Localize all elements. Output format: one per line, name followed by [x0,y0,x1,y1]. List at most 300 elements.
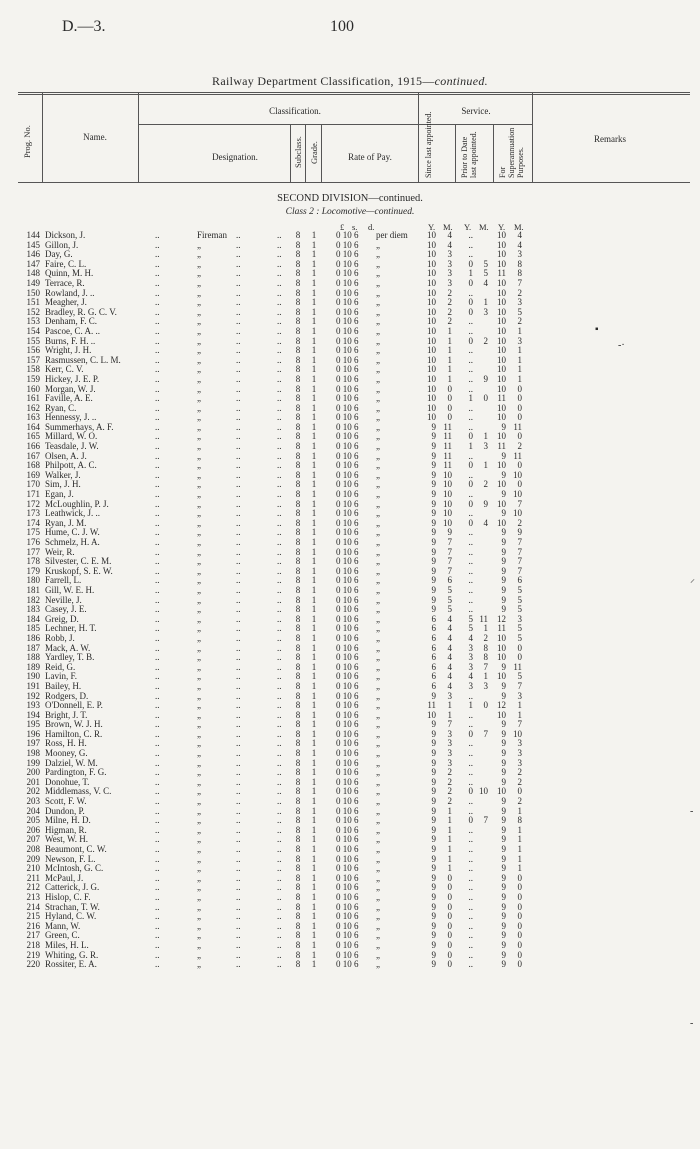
prior-years-cell: .. [468,748,473,759]
super-months-cell: 1 [517,805,522,816]
prog-no-cell: 191 [26,680,40,691]
leader-dots: .. [236,680,241,691]
super-years-cell: 9 [501,728,506,739]
leader-dots: .. [236,373,241,384]
subclass-cell: 8 [295,508,301,519]
rate-period-cell: „ [376,268,380,279]
rate-period-cell: „ [376,815,380,826]
leader-dots: .. [236,748,241,759]
super-months-cell: 7 [517,277,522,288]
subclass-cell: 8 [295,776,301,787]
super-months-cell: 5 [517,604,522,615]
rate-period-cell: per diem [376,230,408,240]
since-months-cell: 7 [447,546,452,557]
col-remarks: Remarks [594,134,626,144]
subclass-cell: 8 [295,297,301,308]
super-years-cell: 9 [501,690,506,701]
rule-v4 [305,124,306,182]
grade-cell: 1 [311,786,317,797]
leader-dots: .. [155,335,160,346]
prior-years-cell: .. [468,939,473,950]
designation-cell: Fireman [197,230,227,240]
leader-dots: .. [236,431,241,442]
designation-cell: „ [197,537,201,547]
subclass-cell: 8 [295,402,301,413]
super-months-cell: 5 [517,623,522,634]
super-years-cell: 10 [497,335,506,346]
since-years-cell: 9 [431,959,436,970]
name-cell: Silvester, C. E. M. [45,556,112,567]
super-years-cell: 9 [501,661,506,672]
designation-cell: „ [197,469,201,480]
super-months-cell: 7 [517,719,522,730]
grade-cell: 1 [311,297,317,308]
super-years-cell: 9 [501,604,506,615]
name-cell: Leathwick, J. .. [45,508,100,519]
super-months-cell: 0 [517,901,522,912]
grade-cell: 1 [311,844,317,854]
super-months-cell: 0 [517,786,522,797]
since-months-cell: 2 [447,297,452,308]
super-years-cell: 9 [501,844,506,854]
prog-no-cell: 199 [26,757,40,768]
subclass-cell: 8 [295,594,301,605]
super-years-cell: 9 [501,575,506,586]
designation-cell: „ [197,527,201,538]
leader-dots: .. [277,604,282,615]
leader-dots: .. [155,786,160,797]
since-years-cell: 6 [431,661,436,672]
super-months-cell: 3 [517,690,522,701]
leader-dots: .. [277,316,282,327]
leader-dots: .. [277,815,282,826]
prog-no-cell: 166 [26,441,40,452]
prog-no-cell: 196 [26,728,40,739]
rate-cell: 0 10 6 [336,671,359,682]
designation-cell: „ [197,498,201,509]
rate-period-cell: „ [376,939,380,950]
name-cell: Morgan, W. J. [45,383,96,394]
prior-years-cell: 0 [468,431,473,442]
name-cell: Robb, J. [45,632,75,643]
grade-cell: 1 [311,891,317,902]
grade-cell: 1 [311,805,317,816]
super-years-cell: 10 [497,517,506,528]
leader-dots: .. [277,796,282,807]
rate-cell: 0 10 6 [336,565,359,576]
since-years-cell: 9 [431,546,436,557]
prior-years-cell: 0 [468,297,473,308]
designation-cell: „ [197,383,201,394]
prior-years-cell: .. [468,345,473,356]
since-months-cell: 0 [447,412,452,423]
prior-years-cell: .. [468,383,473,394]
subclass-cell: 8 [295,450,301,461]
leader-dots: .. [236,824,241,835]
rate-cell: 0 10 6 [336,738,359,749]
super-years-cell: 10 [497,230,506,240]
rule-v9 [532,93,533,182]
rule-v1 [42,93,43,182]
name-cell: McLoughlin, P. J. [45,498,109,509]
table-row [0,960,700,970]
leader-dots: .. [236,412,241,423]
rate-period-cell: „ [376,297,380,308]
leader-dots: .. [236,383,241,394]
super-months-cell: 8 [517,268,522,279]
since-months-cell: 1 [447,325,452,336]
prog-no-cell: 170 [26,479,40,490]
designation-cell: „ [197,834,201,845]
header-bottom-rule [18,182,690,183]
designation-cell: „ [197,939,201,950]
prog-no-cell: 209 [26,853,40,864]
super-years-cell: 10 [497,431,506,442]
leader-dots: .. [155,700,160,711]
leader-dots: .. [155,728,160,739]
leader-dots: .. [236,959,241,970]
super-months-cell: 1 [517,700,522,711]
leader-dots: .. [236,767,241,778]
leader-dots: .. [236,728,241,739]
leader-dots: .. [277,930,282,941]
prog-no-cell: 203 [26,796,40,807]
prog-no-cell: 216 [26,920,40,931]
subclass-cell: 8 [295,489,301,500]
page-title [0,74,700,89]
leader-dots: .. [277,661,282,672]
leader-dots: .. [155,891,160,902]
leader-dots: .. [277,460,282,471]
leader-dots: .. [236,575,241,586]
rate-period-cell: „ [376,920,380,931]
since-months-cell: 2 [447,316,452,327]
rate-period-cell: „ [376,613,380,624]
rate-period-cell: „ [376,882,380,893]
subclass-cell: 8 [295,373,301,384]
page-number: 100 [330,18,354,35]
designation-cell: „ [197,786,201,797]
super-months-cell: 1 [517,354,522,365]
designation-cell: „ [197,325,201,336]
rate-cell: 0 10 6 [336,230,359,240]
leader-dots: .. [236,796,241,807]
leader-dots: .. [277,575,282,586]
super-months-cell: 0 [517,460,522,471]
super-months-cell: 0 [517,949,522,960]
leader-dots: .. [155,690,160,701]
grade-cell: 1 [311,508,317,519]
leader-dots: .. [236,911,241,922]
prior-years-cell: 3 [468,642,473,653]
name-cell: Middlemass, V. C. [45,786,112,797]
rate-cell: 0 10 6 [336,441,359,452]
since-months-cell: 10 [443,498,452,509]
super-months-cell: 1 [517,824,522,835]
prior-years-cell: 1 [468,393,473,404]
leader-dots: .. [155,345,160,356]
rule-v2 [138,93,139,182]
leader-dots: .. [277,939,282,950]
subclass-cell: 8 [295,565,301,576]
since-months-cell: 1 [447,709,452,720]
designation-cell: „ [197,306,201,317]
super-months-cell: 4 [517,239,522,250]
super-months-cell: 7 [517,556,522,567]
leader-dots: .. [155,776,160,787]
name-cell: Olsen, A. J. [45,450,87,461]
col-subclass: Subclass. [293,136,303,168]
super-years-cell: 9 [501,805,506,816]
leader-dots: .. [277,719,282,730]
grade-cell: 1 [311,498,317,509]
designation-cell: „ [197,575,201,586]
leader-dots: .. [236,853,241,864]
since-months-cell: 10 [443,508,452,519]
leader-dots: .. [277,537,282,547]
rate-cell: 0 10 6 [336,901,359,912]
super-months-cell: 11 [513,450,522,461]
leader-dots: .. [277,450,282,461]
name-cell: Lechner, H. T. [45,623,97,634]
since-months-cell: 3 [447,728,452,739]
prior-years-cell: 5 [468,623,473,634]
leader-dots: .. [155,325,160,336]
leader-dots: .. [236,642,241,653]
super-months-cell: 0 [517,882,522,893]
since-years-cell: 9 [431,565,436,576]
leader-dots: .. [277,345,282,356]
leader-dots: .. [236,604,241,615]
leader-dots: .. [155,565,160,576]
name-cell: Walker, J. [45,469,81,480]
designation-cell: „ [197,431,201,442]
since-months-cell: 4 [447,613,452,624]
subclass-cell: 8 [295,632,301,643]
subclass-cell: 8 [295,796,301,807]
rate-cell: 0 10 6 [336,939,359,950]
subclass-cell: 8 [295,604,301,615]
rate-period-cell: „ [376,537,380,547]
grade-cell: 1 [311,671,317,682]
rate-period-cell: „ [376,748,380,759]
designation-cell: „ [197,393,201,404]
since-months-cell: 10 [443,469,452,480]
leader-dots: .. [155,402,160,413]
super-years-cell: 9 [501,508,506,519]
subclass-cell: 8 [295,575,301,586]
rate-cell: 0 10 6 [336,412,359,423]
prog-no-cell: 181 [26,584,40,595]
since-years-cell: 9 [431,537,436,547]
grade-cell: 1 [311,402,317,413]
prior-years-cell: .. [468,537,473,547]
super-years-cell: 9 [501,469,506,480]
super-years-cell: 10 [497,345,506,356]
prog-no-cell: 164 [26,421,40,432]
leader-dots: .. [277,469,282,480]
grade-cell: 1 [311,373,317,384]
prog-no-cell: 174 [26,517,40,528]
since-years-cell: 9 [431,584,436,595]
prior-years-cell: .. [468,901,473,912]
since-months-cell: 1 [447,834,452,845]
margin-mark: ‐ [690,806,694,817]
prog-no-cell: 179 [26,565,40,576]
name-cell: Neville, J. [45,594,82,605]
name-cell: West, W. H. [45,834,89,845]
rate-period-cell: „ [376,517,380,528]
rule-v7 [455,124,456,182]
super-months-cell: 0 [517,383,522,394]
leader-dots: .. [277,700,282,711]
rate-cell: 0 10 6 [336,460,359,471]
super-years-cell: 9 [501,920,506,931]
prior-months-cell: 1 [483,671,488,682]
super-months-cell: 10 [513,728,522,739]
subclass-cell: 8 [295,546,301,557]
subclass-cell: 8 [295,316,301,327]
rate-cell: 0 10 6 [336,556,359,567]
prog-no-cell: 148 [26,268,40,279]
grade-cell: 1 [311,517,317,528]
leader-dots: .. [277,863,282,874]
leader-dots: .. [236,316,241,327]
super-years-cell: 9 [501,911,506,922]
super-years-cell: 9 [501,901,506,912]
name-cell: Kruskopf, S. E. W. [45,565,113,576]
name-cell: Hennessy, J. .. [45,412,97,423]
leader-dots: .. [277,402,282,413]
since-years-cell: 10 [427,249,436,260]
rate-period-cell: „ [376,556,380,567]
designation-cell: „ [197,863,201,874]
since-years-cell: 9 [431,949,436,960]
leader-dots: .. [155,268,160,279]
rate-period-cell: „ [376,402,380,413]
rate-period-cell: „ [376,767,380,778]
name-cell: Bright, J. T. [45,709,88,720]
subclass-cell: 8 [295,230,301,240]
rate-cell: 0 10 6 [336,652,359,663]
since-months-cell: 10 [443,489,452,500]
rate-cell: 0 10 6 [336,373,359,384]
since-months-cell: 4 [447,632,452,643]
rate-period-cell: „ [376,354,380,365]
prior-years-cell: .. [468,709,473,720]
leader-dots: .. [277,901,282,912]
leader-dots: .. [236,249,241,260]
subclass-cell: 8 [295,498,301,509]
super-years-cell: 9 [501,882,506,893]
super-years-cell: 11 [497,441,506,452]
rate-cell: 0 10 6 [336,364,359,375]
name-cell: Green, C. [45,930,80,941]
super-months-cell: 11 [513,661,522,672]
super-years-cell: 10 [497,652,506,663]
prog-no-cell: 192 [26,690,40,701]
leader-dots: .. [277,383,282,394]
grade-cell: 1 [311,700,317,711]
subclass-cell: 8 [295,911,301,922]
grade-cell: 1 [311,354,317,365]
rate-cell: 0 10 6 [336,287,359,298]
rate-period-cell: „ [376,661,380,672]
grade-cell: 1 [311,959,317,970]
leader-dots: .. [155,537,160,547]
leader-dots: .. [236,479,241,490]
super-months-cell: 0 [517,911,522,922]
prior-years-cell: 0 [468,277,473,288]
prior-years-cell: .. [468,421,473,432]
leader-dots: .. [277,287,282,298]
subclass-cell: 8 [295,249,301,260]
leader-dots: .. [277,258,282,269]
subclass-cell: 8 [295,786,301,797]
rate-cell: 0 10 6 [336,824,359,835]
name-cell: Faville, A. E. [45,393,93,404]
leader-dots: .. [155,767,160,778]
leader-dots: .. [236,738,241,749]
prior-years-cell: .. [468,469,473,480]
subclass-cell: 8 [295,479,301,490]
prior-years-cell: 3 [468,661,473,672]
rate-period-cell: „ [376,546,380,557]
name-cell: Dalziel, W. M. [45,757,98,768]
rate-period-cell: „ [376,632,380,643]
prior-years-cell: .. [468,767,473,778]
prog-no-cell: 185 [26,623,40,634]
designation-cell: „ [197,652,201,663]
super-months-cell: 0 [517,959,522,970]
name-cell: Rowland, J. .. [45,287,95,298]
prog-no-cell: 183 [26,604,40,615]
leader-dots: .. [155,249,160,260]
leader-dots: .. [155,901,160,912]
rate-cell: 0 10 6 [336,623,359,634]
since-months-cell: 0 [447,901,452,912]
unit-shillings: s. [352,222,358,232]
super-years-cell: 11 [497,268,506,279]
since-years-cell: 9 [431,911,436,922]
since-months-cell: 1 [447,345,452,356]
leader-dots: .. [277,824,282,835]
since-years-cell: 10 [427,335,436,346]
subclass-cell: 8 [295,901,301,912]
leader-dots: .. [236,882,241,893]
subclass-cell: 8 [295,748,301,759]
since-years-cell: 9 [431,728,436,739]
title-main: Railway Department Classification, 1915— [212,74,435,88]
rate-cell: 0 10 6 [336,690,359,701]
prior-years-cell: 0 [468,306,473,317]
leader-dots: .. [277,277,282,288]
since-months-cell: 11 [443,460,452,471]
leader-dots: .. [236,930,241,941]
subclass-cell: 8 [295,690,301,701]
rate-cell: 0 10 6 [336,853,359,864]
rate-cell: 0 10 6 [336,872,359,883]
rate-period-cell: „ [376,652,380,663]
leader-dots: .. [277,671,282,682]
grade-cell: 1 [311,709,317,720]
section-division: SECOND DIVISION—continued. [277,193,423,204]
prior-years-cell: .. [468,776,473,787]
rate-cell: 0 10 6 [336,786,359,797]
prior-years-cell: .. [468,959,473,970]
leader-dots: .. [277,508,282,519]
designation-cell: „ [197,738,201,749]
